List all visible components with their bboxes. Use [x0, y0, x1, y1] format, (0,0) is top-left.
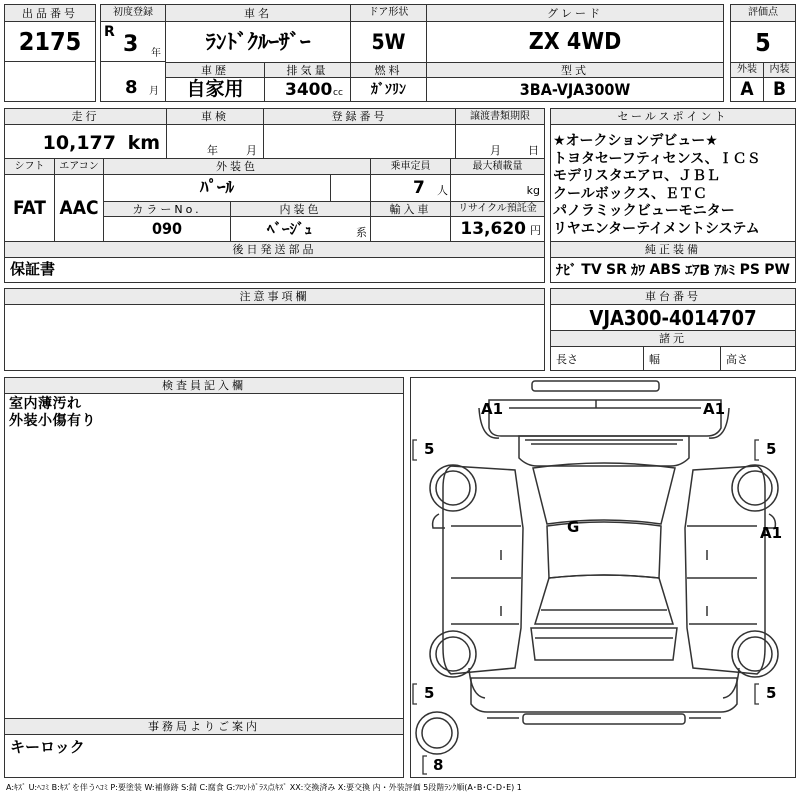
history-value: 自家用	[165, 77, 265, 102]
interior-grade: B	[763, 77, 796, 102]
interior-header: 内装	[763, 62, 796, 78]
first-registration-month-cell	[100, 61, 166, 102]
tire-tread-front-right: 5	[766, 440, 777, 458]
doors-header: ドア形状	[350, 4, 427, 22]
interior-color-value: ﾍﾞｰｼﾞｭ	[267, 220, 313, 238]
sales-point-item: リヤエンターテイメントシステム	[553, 220, 760, 237]
specs-width-label: 幅	[649, 353, 660, 366]
legend-text: A:ｷｽﾞ U:ﾍｺﾐ B:ｷｽﾞを伴うﾍｺﾐ P:要塗装 W:補修跡 S:錆 C:腐食 G:ﾌﾛﾝﾄｶﾞﾗｽ点ｷｽﾞ XX:交換済み X:要交換 内・外装評価 5段階ﾗﾝｸ順(A･B･C･D･E) 1	[6, 783, 522, 792]
later-parts-value: 保証書	[10, 260, 56, 278]
specs-height-label: 高さ	[726, 353, 748, 366]
year-unit: 年	[151, 48, 161, 59]
import-value	[370, 216, 451, 242]
specs-width-cell	[643, 346, 721, 371]
lot-number-header: 出品番号	[4, 4, 96, 22]
displacement-value: 3400	[285, 80, 333, 100]
inspector-note-line: 室内薄汚れ	[9, 396, 82, 412]
equipment-item: SR	[605, 262, 627, 278]
specs-height-cell	[720, 346, 796, 371]
registration-number-header: 登録番号	[263, 108, 456, 125]
inspection-year-unit: 年	[207, 144, 218, 157]
recycle-value: 13,620	[460, 219, 526, 239]
mileage-value: 10,177	[42, 132, 116, 154]
chassis-value: VJA300-4014707	[550, 304, 796, 331]
inspection-header: 車検	[166, 108, 264, 125]
sales-point-item: パノラミックビューモニター	[553, 203, 735, 219]
transfer-day-unit: 日	[528, 144, 539, 157]
exterior-color-value: ﾊﾟｰﾙ	[103, 174, 331, 202]
displacement-header: 排気量	[264, 62, 351, 78]
equipment-item: TV	[581, 262, 602, 278]
sales-points-header: セールスポイント	[550, 108, 796, 125]
interior-color-suffix: 系	[356, 226, 367, 239]
fuel-header: 燃料	[350, 62, 427, 78]
tire-tread-rear-right: 5	[766, 684, 777, 702]
history-header: 車歴	[165, 62, 265, 78]
tire-tread-rear-left: 5	[424, 684, 435, 702]
interior-color-header: 内装色	[230, 201, 371, 217]
equipment-item: PW	[764, 262, 790, 278]
damage-mark-windshield: G	[567, 518, 580, 536]
sales-points-list	[553, 133, 761, 238]
color-number-value: 090	[103, 216, 231, 242]
specs-header: 諸元	[550, 330, 796, 347]
lot-number-value: 2175	[4, 21, 96, 62]
registration-number-value	[263, 124, 456, 159]
transfer-month-unit: 月	[490, 144, 501, 157]
mileage-cell	[4, 124, 167, 159]
equipment-item: ｱﾙﾐ	[714, 263, 736, 279]
damage-mark-front-left: A1	[481, 400, 504, 418]
sales-point-item: ★オークションデビュー★	[553, 133, 718, 149]
office-header: 事務局よりご案内	[4, 718, 404, 735]
tire-tread-front-left: 5	[424, 440, 435, 458]
grade-value: ZX 4WD	[426, 21, 724, 63]
capacity-value: 7	[413, 178, 425, 198]
car-name-header: 車名	[165, 4, 351, 22]
first-registration-header: 初度登録	[100, 4, 166, 22]
chassis-header: 車台番号	[550, 288, 796, 305]
mileage-header: 走行	[4, 108, 167, 125]
score-value: 5	[730, 21, 796, 63]
color-number-header: カラーNo.	[103, 201, 231, 217]
exterior-color-header: 外装色	[103, 158, 371, 175]
car-outline-diagram	[411, 378, 796, 778]
sales-point-item: クールボックス、ＥＴＣ	[553, 185, 707, 202]
exterior-grade: A	[730, 77, 764, 102]
recycle-unit: 円	[530, 224, 541, 237]
inspector-header: 検査員記入欄	[4, 377, 404, 394]
inspector-notes	[9, 396, 96, 430]
equipment-item: PS	[739, 262, 760, 278]
office-body	[4, 734, 404, 778]
car-name-value: ﾗﾝﾄﾞｸﾙｰｻﾞｰ	[165, 21, 351, 63]
capacity-unit: 人	[437, 184, 448, 197]
equipment-list	[550, 257, 796, 283]
capacity-cell	[370, 174, 451, 202]
sales-point-item: トヨタセーフティセンス、ＩＣＳ	[553, 150, 761, 167]
equipment-header: 純正装備	[550, 241, 796, 258]
later-parts-header: 後日発送部品	[4, 241, 545, 258]
month-unit: 月	[149, 86, 159, 97]
damage-diagram	[410, 377, 796, 778]
office-message: キーロック	[10, 738, 85, 756]
lot-number-blank	[4, 61, 96, 102]
notes-header: 注意事項欄	[4, 288, 545, 305]
era-mark: R	[104, 24, 115, 40]
inspector-body	[4, 393, 404, 719]
transfer-doc-header: 譲渡書類期限	[455, 108, 545, 125]
later-parts-cell	[4, 257, 545, 283]
doors-value: 5W	[350, 21, 427, 63]
max-load-unit: kg	[526, 184, 540, 197]
model-code-header: 型式	[426, 62, 724, 78]
displacement-unit: cc	[333, 88, 343, 98]
shift-header: シフト	[4, 158, 55, 175]
first-registration-year-cell	[100, 21, 166, 62]
import-header: 輸入車	[370, 201, 451, 217]
tire-tread-spare: 8	[433, 756, 444, 774]
mileage-unit: km	[127, 132, 160, 154]
specs-length-cell	[550, 346, 644, 371]
max-load-header: 最大積載量	[450, 158, 545, 175]
aircon-header: エアコン	[54, 158, 104, 175]
damage-mark-right-side: A1	[760, 524, 783, 542]
score-header: 評価点	[730, 4, 796, 22]
damage-mark-front-right: A1	[703, 400, 726, 418]
capacity-header: 乗車定員	[370, 158, 451, 175]
displacement-cell	[264, 77, 351, 102]
inspection-month-unit: 月	[246, 144, 257, 157]
equipment-item: ﾅﾋﾞ	[556, 263, 577, 279]
shift-value: FAT	[4, 174, 55, 242]
specs-length-label: 長さ	[556, 353, 578, 366]
notes-body	[4, 304, 545, 371]
first-registration-month: 8	[125, 77, 138, 98]
inspector-note-line: 外装小傷有り	[9, 413, 96, 429]
max-load-cell	[450, 174, 545, 202]
interior-color-cell	[230, 216, 371, 242]
equipment-item: ABS	[649, 262, 682, 278]
sales-point-item: モデリスタエアロ、ＪＢＬ	[553, 168, 721, 184]
recycle-header: リサイクル預託金	[450, 201, 545, 217]
equipment-item: ｴｱB	[685, 263, 711, 279]
exterior-color-extra	[330, 174, 371, 202]
exterior-header: 外装	[730, 62, 764, 78]
aircon-value: AAC	[54, 174, 104, 242]
transfer-doc-cell	[455, 124, 545, 159]
model-code-value: 3BA-VJA300W	[426, 77, 724, 102]
first-registration-year: 3	[123, 32, 139, 57]
fuel-value: ｶﾞｿﾘﾝ	[350, 77, 427, 102]
inspection-cell	[166, 124, 264, 159]
equipment-item: ｶﾜ	[631, 263, 646, 279]
recycle-cell	[450, 216, 545, 242]
sales-points-box	[550, 124, 796, 242]
grade-header: グレード	[426, 4, 724, 22]
